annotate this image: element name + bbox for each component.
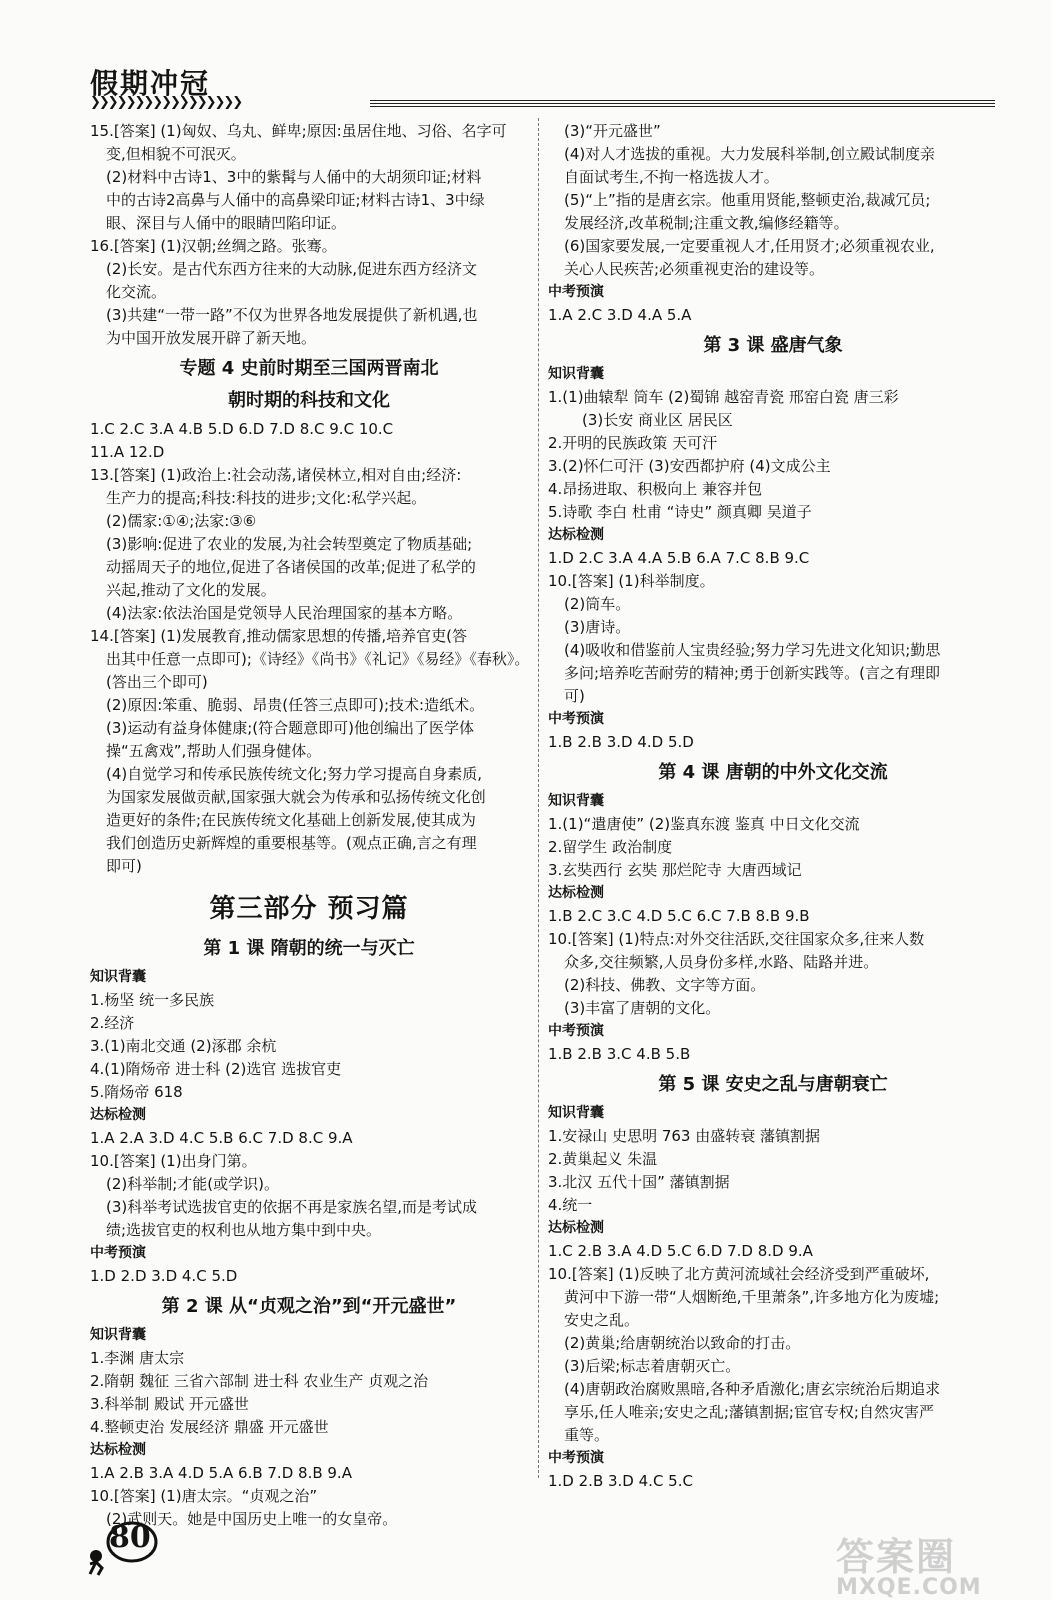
- watermark-text: 答案圈: [836, 1535, 957, 1579]
- section-heading: 朝时期的科技和文化: [228, 390, 390, 411]
- answer-line: 14.[答案] (1)发展教育,推动儒家思想的传播,培养官吏(答: [90, 627, 467, 645]
- answer-line: (4)唐朝政治腐败黑暗,各种矛盾激化;唐玄宗统治后期追求: [564, 1380, 941, 1398]
- answer-line: 1.D 2.C 3.A 4.A 5.B 6.A 7.C 8.B 9.C: [548, 549, 810, 567]
- answer-line: 关心人民疾苦;必须重视吏治的建设等。: [564, 260, 825, 278]
- answer-line: 10.[答案] (1)反映了北方黄河流域社会经济受到严重破坏,: [548, 1265, 930, 1283]
- part-title: 第三部分 预习篇: [209, 894, 409, 924]
- answer-line: 造更好的条件;在民族传统文化基础上创新发展,使其成为: [106, 811, 476, 829]
- answer-line: 享乐,任人唯亲;安史之乱;藩镇割据;宦官专权;自然灾害严: [564, 1403, 934, 1421]
- answer-line: 我们创造历史新辉煌的重要根基等。(观点正确,言之有理: [106, 834, 477, 852]
- answer-line: 1.A 2.B 3.A 4.D 5.A 6.B 7.D 8.B 9.A: [90, 1464, 352, 1482]
- section-heading: 第 3 课 盛唐气象: [703, 335, 843, 356]
- answer-line: 13.[答案] (1)政治上:社会动荡,诸侯林立,相对自由;经济:: [90, 466, 462, 484]
- answer-line: 1.杨坚 统一多民族: [90, 991, 215, 1009]
- answer-line: (2)武则天。她是中国历史上唯一的女皇帝。: [106, 1510, 398, 1528]
- answer-line: 绩;选拔官吏的权利也从地方集中到中央。: [106, 1221, 382, 1239]
- answer-line: (6)国家要发展,一定要重视人才,任用贤才;必须重视农业,: [564, 237, 935, 255]
- answer-line: (5)“上”指的是唐玄宗。他重用贤能,整顿吏治,裁减冗员;: [564, 191, 931, 209]
- answer-line: (4)对人才选拔的重视。大力发展科举制,创立殿试制度亲: [564, 145, 936, 163]
- subsection-label: 中考预演: [548, 1450, 604, 1466]
- answer-line: 1.D 2.D 3.D 4.C 5.D: [90, 1267, 238, 1285]
- answer-line: (2)材料中古诗1、3中的紫髯与人俑中的大胡须印证;材料: [106, 168, 482, 186]
- subsection-label: 中考预演: [548, 284, 604, 300]
- answer-line: 5.隋炀帝 618: [90, 1083, 183, 1101]
- answer-line: (3)运动有益身体健康;(符合题意即可)他创编出了医学体: [106, 719, 475, 737]
- answer-line: (4)吸收和借鉴前人宝贵经验;努力学习先进文化知识;勤思: [564, 641, 941, 659]
- answer-line: 1.B 2.B 3.D 4.D 5.D: [548, 733, 694, 751]
- answer-line: 3.玄奘西行 玄奘 那烂陀寺 大唐西域记: [548, 861, 802, 879]
- header-rule: [370, 100, 995, 108]
- answer-line: (3)唐诗。: [564, 618, 631, 636]
- answer-line: (3)后梁;标志着唐朝灭亡。: [564, 1357, 741, 1375]
- answer-line: 生产力的提高;科技:科技的进步;文化:私学兴起。: [106, 489, 427, 507]
- answer-line: (2)黄巢;给唐朝统治以致命的打击。: [564, 1334, 801, 1352]
- answer-line: 可): [564, 687, 585, 705]
- answer-line: 3.北汉 五代十国” 藩镇割据: [548, 1173, 730, 1191]
- answer-line: 1.(1)曲辕犁 筒车 (2)蜀锦 越窑青瓷 邢窑白瓷 唐三彩: [548, 388, 899, 406]
- answer-line: 中的古诗2高鼻与人俑中的高鼻梁印证;材料古诗1、3中绿: [106, 191, 485, 209]
- subsection-label: 知识背囊: [548, 366, 604, 382]
- answer-line: 2.隋朝 魏征 三省六部制 进士科 农业生产 贞观之治: [90, 1372, 429, 1390]
- answer-line: 1.李渊 唐太宗: [90, 1349, 185, 1367]
- answer-line: 3.(2)怀仁可汗 (3)安西都护府 (4)文成公主: [548, 457, 831, 475]
- answer-line: 3.(1)南北交通 (2)涿郡 余杭: [90, 1037, 277, 1055]
- answer-line: (4)法家:依法治国是党领导人民治理国家的基本方略。: [106, 604, 463, 622]
- answer-line: 众多,交往频繁,人员身份多样,水路、陆路并进。: [564, 953, 879, 971]
- answer-line: 即可): [106, 857, 142, 875]
- answer-line: 多问;培养吃苦耐劳的精神;勇于创新实践等。(言之有理即: [564, 664, 940, 682]
- answer-line: (3)长安 商业区 居民区: [582, 411, 733, 429]
- subsection-label: 达标检测: [548, 527, 604, 543]
- book-title: 假期冲冠: [90, 67, 211, 100]
- answer-line: 1.B 2.B 3.C 4.B 5.B: [548, 1045, 691, 1063]
- section-heading: 第 1 课 隋朝的统一与灭亡: [203, 938, 415, 959]
- answer-line: 2.黄巢起义 朱温: [548, 1150, 658, 1168]
- answer-line: (答出三个即可): [106, 673, 208, 691]
- answer-line: 10.[答案] (1)特点:对外交往活跃,交往国家众多,往来人数: [548, 930, 925, 948]
- page-number-badge: [84, 1520, 164, 1576]
- answer-line: 1.安禄山 史思明 763 由盛转衰 藩镇割据: [548, 1127, 821, 1145]
- answer-line: 15.[答案] (1)匈奴、乌丸、鲜卑;原因:虽居住地、习俗、名字可: [90, 122, 507, 140]
- subsection-label: 中考预演: [90, 1245, 146, 1261]
- answer-line: (2)科举制;才能(或学识)。: [106, 1175, 280, 1193]
- right-column: [548, 120, 998, 1493]
- answer-line: 1.A 2.A 3.D 4.C 5.B 6.C 7.D 8.C 9.A: [90, 1129, 353, 1147]
- answer-line: (3)共建“一带一路”不仅为世界各地发展提供了新机遇,也: [106, 306, 478, 324]
- answer-line: 为中国开放发展开辟了新天地。: [106, 329, 317, 347]
- answer-line: (2)科技、佛教、文字等方面。: [564, 976, 766, 994]
- answer-line: (2)儒家:①④;法家:③⑥: [106, 512, 257, 530]
- left-column: [90, 120, 528, 1531]
- subsection-label: 达标检测: [90, 1107, 146, 1123]
- answer-line: 安史之乱。: [564, 1311, 640, 1329]
- answer-line: 1.D 2.B 3.D 4.C 5.C: [548, 1472, 693, 1490]
- section-heading: 第 4 课 唐朝的中外文化交流: [658, 762, 888, 783]
- section-heading: 第 5 课 安史之乱与唐朝衰亡: [658, 1074, 888, 1095]
- answer-line: 1.(1)“遣唐使” (2)鉴真东渡 鉴真 中日文化交流: [548, 815, 860, 833]
- answer-line: 2.留学生 政治制度: [548, 838, 673, 856]
- answer-line: 10.[答案] (1)科举制度。: [548, 572, 715, 590]
- answer-line: 发展经济,改革税制;注重文教,编修经籍等。: [564, 214, 849, 232]
- answer-line: 1.C 2.B 3.A 4.D 5.C 6.D 7.D 8.D 9.A: [548, 1242, 813, 1260]
- subsection-label: 达标检测: [548, 1220, 604, 1236]
- answer-line: 1.B 2.C 3.C 4.D 5.C 6.C 7.B 8.B 9.B: [548, 907, 810, 925]
- answer-line: 2.开明的民族政策 天可汗: [548, 434, 718, 452]
- answer-line: 10.[答案] (1)出身门第。: [90, 1152, 257, 1170]
- answer-line: (2)原因:笨重、脆弱、昂贵(任答三点即可);技术:造纸术。: [106, 696, 485, 714]
- answer-line: 动摇周天子的地位,促进了各诸侯国的改革;促进了私学的: [106, 558, 476, 576]
- answer-line: (3)“开元盛世”: [564, 122, 661, 140]
- answer-line: 自面试考生,不拘一格选拔人才。: [564, 168, 779, 186]
- answer-line: (2)长安。是古代东西方往来的大动脉,促进东西方经济文: [106, 260, 478, 278]
- answer-line: 为国家发展做贡献,国家强大就会为传承和弘扬传统文化创: [106, 788, 486, 806]
- answer-line: 4.昂扬进取、积极向上 兼容并包: [548, 480, 763, 498]
- header-chevron-ornament: ❯❯❯❯❯❯❯❯❯❯❯❯❯❯❯❯❯: [90, 95, 242, 110]
- answer-line: 10.[答案] (1)唐太宗。“贞观之治”: [90, 1487, 318, 1505]
- subsection-label: 知识背囊: [90, 1327, 146, 1343]
- section-heading: 第 2 课 从“贞观之治”到“开元盛世”: [161, 1296, 457, 1317]
- subsection-label: 知识背囊: [548, 1105, 604, 1121]
- answer-line: (3)影响:促进了农业的发展,为社会转型奠定了物质基础;: [106, 535, 473, 553]
- answer-line: 4.(1)隋炀帝 进士科 (2)选官 选拔官吏: [90, 1060, 342, 1078]
- answer-line: 变,但相貌不可泯灭。: [106, 145, 246, 163]
- answer-line: 操“五禽戏”,帮助人们强身健体。: [106, 742, 322, 760]
- answer-line: 4.统一: [548, 1196, 593, 1214]
- answer-line: 1.A 2.C 3.D 4.A 5.A: [548, 306, 692, 324]
- column-divider: [538, 118, 539, 1478]
- subsection-label: 中考预演: [548, 711, 604, 727]
- answer-line: 4.整顿吏治 发展经济 鼎盛 开元盛世: [90, 1418, 329, 1436]
- answer-line: (3)科举考试选拔官吏的依据不再是家族名望,而是考试成: [106, 1198, 478, 1216]
- answer-line: 黄河中下游一带“人烟断绝,千里萧条”,许多地方化为废墟;: [564, 1288, 940, 1306]
- subsection-label: 知识背囊: [90, 969, 146, 985]
- answer-line: 1.C 2.C 3.A 4.B 5.D 6.D 7.D 8.C 9.C 10.C: [90, 420, 394, 438]
- section-heading: 专题 4 史前时期至三国两晋南北: [179, 358, 439, 379]
- answer-line: 16.[答案] (1)汉朝;丝绸之路。张骞。: [90, 237, 337, 255]
- answer-line: 出其中任意一点即可);《诗经》《尚书》《礼记》《易经》《春秋》。: [106, 650, 530, 668]
- answer-line: 5.诗歌 李白 杜甫 “诗史” 颜真卿 吴道子: [548, 503, 812, 521]
- answer-line: (3)丰富了唐朝的文化。: [564, 999, 721, 1017]
- subsection-label: 中考预演: [548, 1023, 604, 1039]
- subsection-label: 达标检测: [90, 1442, 146, 1458]
- answer-line: 11.A 12.D: [90, 443, 165, 461]
- subsection-label: 知识背囊: [548, 793, 604, 809]
- answer-line: 眼、深目与人俑中的眼睛凹陷印证。: [106, 214, 347, 232]
- subsection-label: 达标检测: [548, 885, 604, 901]
- answer-line: 3.科举制 殿试 开元盛世: [90, 1395, 249, 1413]
- watermark-url: MXQE.COM: [836, 1575, 982, 1600]
- answer-line: (4)自觉学习和传承民族传统文化;努力学习提高自身素质,: [106, 765, 483, 783]
- answer-line: 重等。: [564, 1426, 610, 1444]
- answer-line: (2)筒车。: [564, 595, 631, 613]
- answer-line: 2.经济: [90, 1014, 135, 1032]
- page-header: [90, 62, 995, 112]
- answer-line: 化交流。: [106, 283, 167, 301]
- watermark-logo: [836, 1526, 982, 1600]
- answer-line: 兴起,推动了文化的发展。: [106, 581, 276, 599]
- page-number: 80: [109, 1520, 151, 1555]
